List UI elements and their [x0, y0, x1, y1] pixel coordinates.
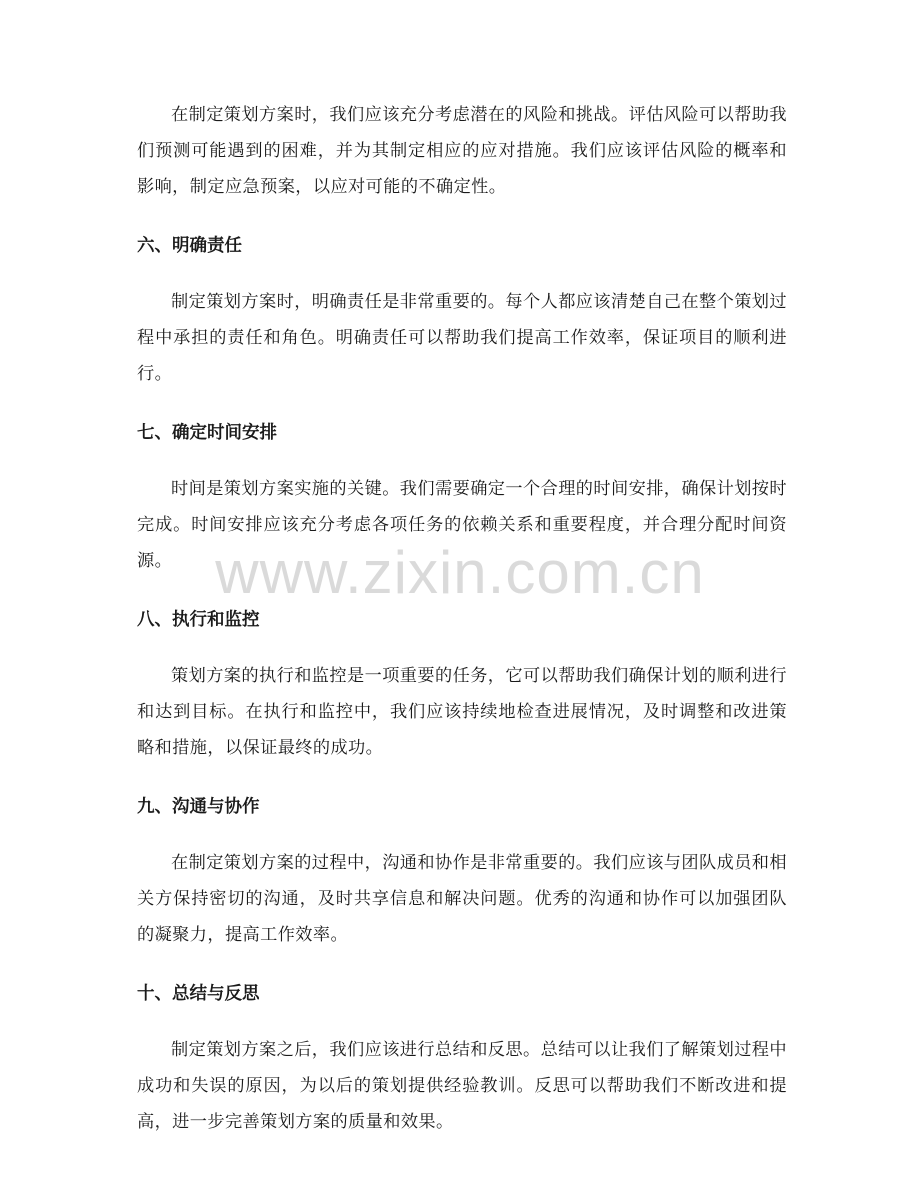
watermark: www.zixin.com.cn — [215, 539, 705, 606]
section-heading: 十、总结与反思 — [137, 984, 260, 1004]
section-heading: 六、明确责任 — [137, 236, 242, 256]
section-schedule — [137, 415, 787, 579]
section-heading: 七、确定时间安排 — [137, 423, 277, 443]
section-paragraph: 在制定策划方案的过程中，沟通和协作是非常重要的。我们应该与团队成员和相关方保持密切的沟通，及时共享信息和解决问题。优秀的沟通和协作可以加强团队的凝聚力，提高工作效率。 — [137, 853, 787, 945]
section-heading: 九、沟通与协作 — [137, 797, 260, 817]
document-body — [137, 97, 787, 1140]
section-paragraph: 制定策划方案时，明确责任是非常重要的。每个人都应该清楚自己在整个策划过程中承担的责任和角色。明确责任可以帮助我们提高工作效率，保证项目的顺利进行。 — [137, 292, 787, 384]
section-communication — [137, 789, 787, 953]
section-responsibility — [137, 228, 787, 392]
intro-paragraph: 在制定策划方案时，我们应该充分考虑潜在的风险和挑战。评估风险可以帮助我们预测可能遇到的困难，并为其制定相应的应对措施。我们应该评估风险的概率和影响，制定应急预案，以应对可能的不确定性。 — [137, 105, 787, 197]
section-paragraph: 制定策划方案之后，我们应该进行总结和反思。总结可以让我们了解策划过程中成功和失误的原因，为以后的策划提供经验教训。反思可以帮助我们不断改进和提高，进一步完善策划方案的质量和效果。 — [137, 1040, 787, 1132]
section-heading: 八、执行和监控 — [137, 610, 260, 630]
section-summary — [137, 976, 787, 1140]
section-paragraph: 策划方案的执行和监控是一项重要的任务，它可以帮助我们确保计划的顺利进行和达到目标。在执行和监控中，我们应该持续地检查进展情况，及时调整和改进策略和措施，以保证最终的成功。 — [137, 666, 787, 758]
section-paragraph: 时间是策划方案实施的关键。我们需要确定一个合理的时间安排，确保计划按时完成。时间安排应该充分考虑各项任务的依赖关系和重要程度，并合理分配时间资源。 — [137, 479, 787, 571]
section-execution — [137, 602, 787, 766]
